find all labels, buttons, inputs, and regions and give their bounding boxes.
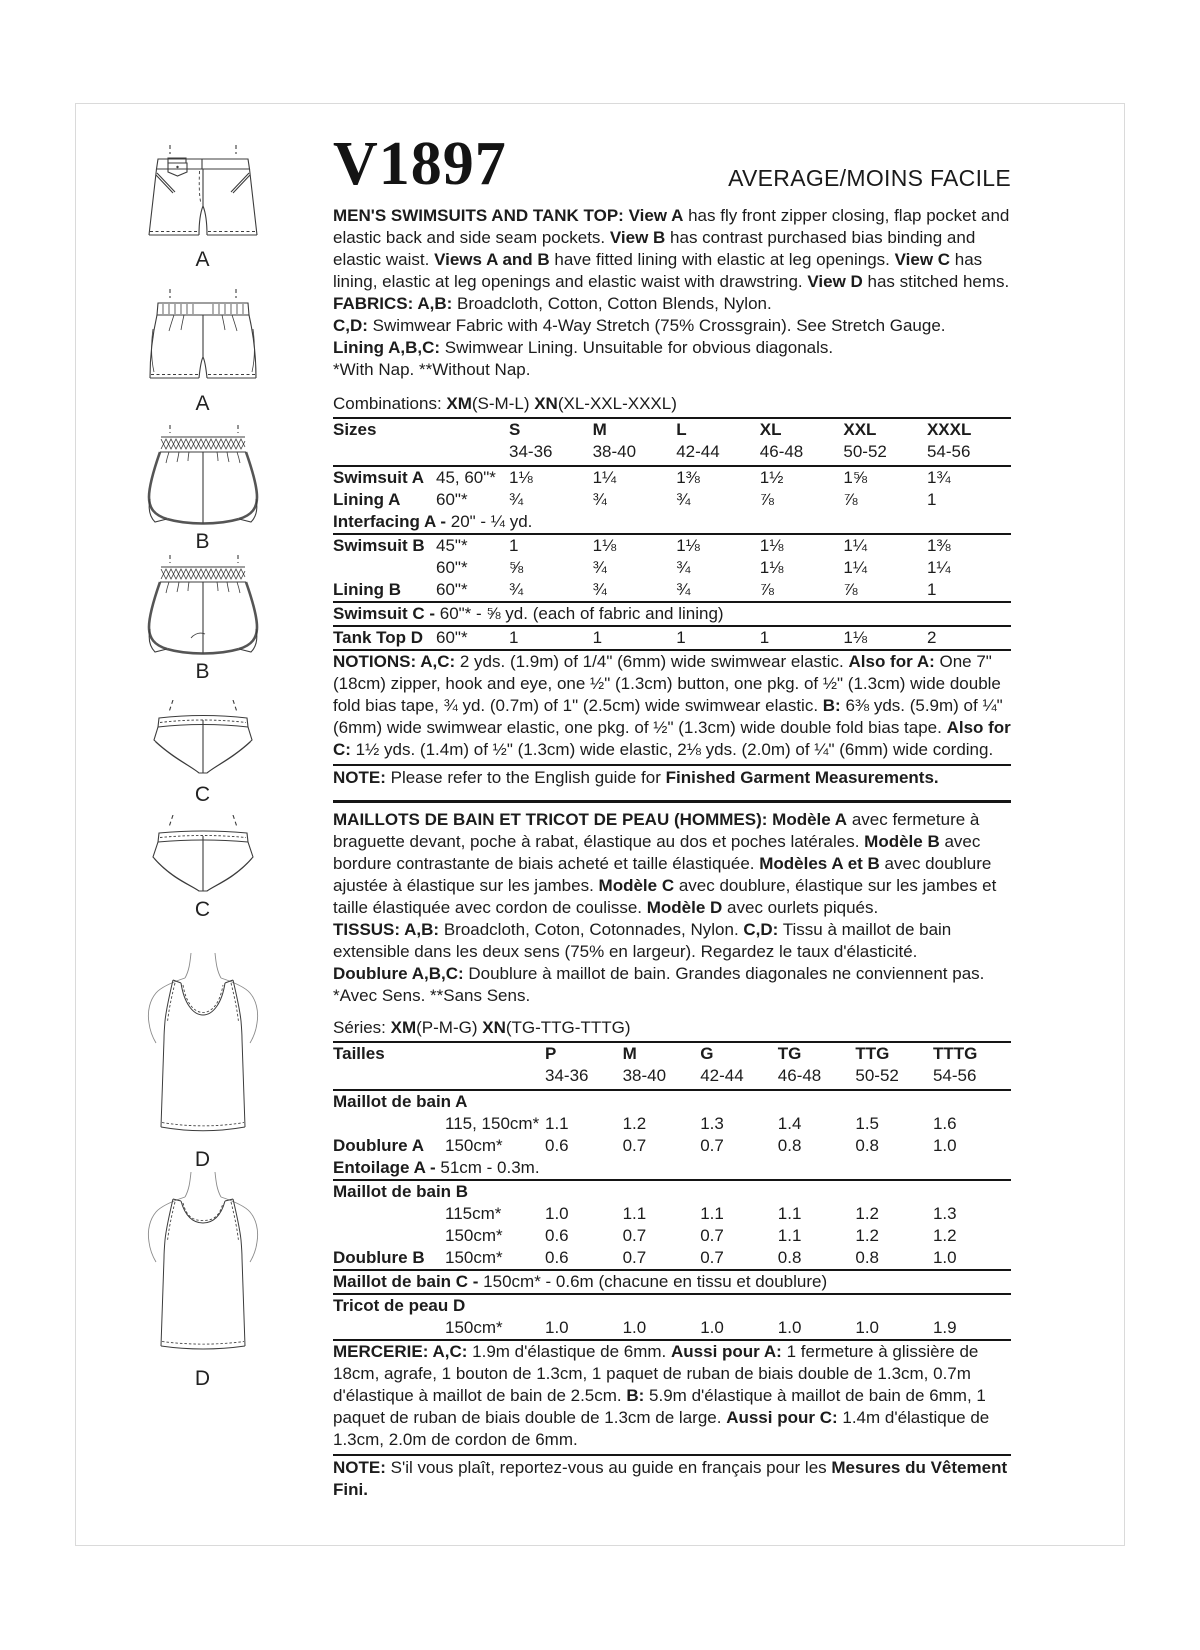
figure-label-c-back: C: [194, 898, 212, 921]
shorts-b-front-drawing: [139, 425, 267, 527]
table-row-full: Interfacing A - 20" - ¼ yd.: [333, 511, 1011, 535]
table-row: 115, 150cm* 1.1 1.2 1.3 1.4 1.5 1.6: [445, 1114, 957, 1133]
figure-tank-d-front: [137, 953, 269, 1172]
figure-shorts-b-front: [139, 425, 267, 554]
table-row: Swimsuit B 45"* 1 1⅛ 1⅛ 1⅛ 1¼ 1⅜: [333, 536, 951, 555]
figure-label-d-front: D: [194, 1148, 212, 1171]
table-row: Doublure A 150cm* 0.6 0.7 0.7 0.8 0.8 1.0: [333, 1136, 957, 1155]
table-row: Lining A 60"* ¾ ¾ ¾ ⅞ ⅞ 1: [333, 490, 937, 509]
table-row-full: Maillot de bain C - 150cm* - 0.6m (chacune en tissu et doublure): [333, 1271, 1011, 1295]
figure-shorts-a-back: [141, 289, 265, 416]
figure-briefs-c-back: [141, 815, 265, 922]
french-description: MAILLOTS DE BAIN ET TRICOT DE PEAU (HOMMES): Modèle A avec fermeture à braguette devant, poche à rabat, élastique au dos et poches latérales. Modèle B avec bordure contrastante de biais acheté et taille élastiquée. Modèles A et B avec doublure ajustée à élastique sur les jambes. Modèle C avec doublure, élastique sur les jambes et taille élastiquée avec cordon de coulisse. Modèle D avec ourlets piqués. TISSUS: A,B: Broadcloth, Coton, Cotonnades, Nylon. C,D: Tissu à maillot de bain extensible dans les deux sens (75% en largeur). Regardez le taux d'élasticité. Doublure A,B,C: Doublure à maillot de bain. Grandes diagonales ne conviennent pas. *Avec Sens. **Sans Sens.: [333, 810, 997, 1005]
mercerie-paragraph: MERCERIE: A,C: 1.9m d'élastique de 6mm. Aussi pour A: 1 fermeture à glissière de 18cm, agrafe, 1 bouton de 1.3cm, 1 paquet de ruban de biais double de 1.3cm, 0.7m d'élastique à maillot de bain de 2.5cm. B: 5.9m d'élastique à maillot de bain de 6mm, 1 paquet de ruban de biais double de 1.3cm de large. Aussi pour C: 1.4m d'élastique de 1.3cm, 2.0m de cordon de 6mm.: [333, 1341, 1011, 1456]
table-row: 60"* ⅝ ¾ ¾ 1⅛ 1¼ 1¼: [436, 558, 951, 577]
pattern-number-title: V1897: [333, 130, 507, 198]
tank-d-back-drawing: [137, 1172, 269, 1364]
table-header-row: Tailles P M G TG TTG TTTG: [333, 1044, 978, 1063]
series-line: Séries: XM(P-M-G) XN(TG-TTG-TTTG): [333, 1017, 1011, 1043]
title-row: [333, 130, 1011, 198]
table-row: Lining B 60"* ¾ ¾ ¾ ⅞ ⅞ 1: [333, 579, 1011, 603]
table-row: Doublure B 150cm* 0.6 0.7 0.7 0.8 0.8 1.0: [333, 1247, 1011, 1271]
figure-tank-d-back: [137, 1172, 269, 1391]
combinations-line: Combinations: XM(S-M-L) XN(XL-XXL-XXXL): [333, 393, 1011, 419]
figure-label-c-front: C: [194, 783, 212, 806]
figure-shorts-b-back: [139, 555, 267, 684]
figure-label-a-front: A: [195, 248, 211, 271]
main-content: [333, 130, 1011, 1504]
notions-paragraph: NOTIONS: A,C: 2 yds. (1.9m) of 1/4" (6mm) wide swimwear elastic. Also for A: One 7" (18cm) zipper, hook and eye, one ½" (1.3cm) button, one pkg. of ½" (1.3cm) wide double fold bias tape, ¾ yd. (0.7m) of 1" (2.5cm) wide swimwear elastic. B: 6⅜ yds. (5.9m) of ¼" (6mm) wide swimwear elastic, one pkg. of ½" (1.3cm) wide double fold bias tape. Also for C: 1½ yds. (1.4m) of ½" (1.3cm) wide elastic, 2⅛ yds. (2.0m) of ¼" (6mm) wide cording.: [333, 651, 1011, 766]
table-row: Tank Top D 60"* 1 1 1 1 1⅛ 2: [333, 627, 1011, 651]
table-header-row: Sizes S M L XL XXL XXXL: [333, 420, 972, 439]
english-yardage-table: [333, 419, 1011, 651]
figure-shorts-a-front: [141, 145, 265, 272]
figure-briefs-c-front: [141, 700, 265, 807]
table-row: 150cm* 0.6 0.7 0.7 1.1 1.2 1.2: [445, 1226, 957, 1245]
table-row: 150cm* 1.0 1.0 1.0 1.0 1.0 1.9: [333, 1317, 1011, 1341]
shorts-b-back-drawing: [139, 555, 267, 657]
table-subhead-row: Tricot de peau D: [333, 1296, 466, 1315]
shorts-a-back-drawing: [141, 289, 265, 389]
english-description: MEN'S SWIMSUITS AND TANK TOP: View A has fly front zipper closing, flap pocket and elastic back and side seam pockets. View B has contrast purchased bias binding and elastic waist. Views A and B have fitted lining with elastic at leg openings. View C has lining, elastic at leg openings and elastic waist with drawstring. View D has stitched hems. FABRICS: A,B: Broadcloth, Cotton, Cotton Blends, Nylon. C,D: Swimwear Fabric with 4-Way Stretch (75% Crossgrain). See Stretch Gauge. Lining A,B,C: Swimwear Lining. Unsuitable for obvious diagonals. *With Nap. **Without Nap.: [333, 206, 1010, 379]
table-ranges-row: 34-36 38-40 42-44 46-48 50-52 54-56: [333, 441, 1011, 467]
briefs-c-front-drawing: [141, 700, 265, 780]
table-row-full: Swimsuit C - 60"* - ⅝ yd. (each of fabric and lining): [333, 603, 1011, 627]
figure-label-d-back: D: [194, 1367, 212, 1390]
difficulty-rating: AVERAGE/MOINS FACILE: [728, 165, 1011, 191]
briefs-c-back-drawing: [141, 815, 265, 895]
shorts-a-front-drawing: [141, 145, 265, 245]
french-yardage-table: [333, 1043, 1011, 1341]
table-ranges-row: 34-36 38-40 42-44 46-48 50-52 54-56: [333, 1065, 1011, 1091]
figure-label-a-back: A: [195, 392, 211, 415]
figure-label-b-back: B: [195, 660, 211, 683]
table-row-full: Entoilage A - 51cm - 0.3m.: [333, 1157, 1011, 1181]
figure-label-b-front: B: [195, 530, 211, 553]
french-note: NOTE: S'il vous plaît, reportez-vous au guide en français pour les Mesures du Vêtement Fini.: [333, 1458, 1008, 1499]
table-subhead-row: Maillot de bain B: [333, 1182, 469, 1201]
table-subhead-row: Maillot de bain A: [333, 1092, 468, 1111]
tank-d-front-drawing: [137, 953, 269, 1145]
section-divider: [333, 800, 1011, 803]
table-row: Swimsuit A 45, 60"* 1⅛ 1¼ 1⅜ 1½ 1⅝ 1¾: [333, 468, 951, 487]
english-note: NOTE: Please refer to the English guide for Finished Garment Measurements.: [333, 768, 939, 787]
table-row: 115cm* 1.0 1.1 1.1 1.1 1.2 1.3: [445, 1204, 957, 1223]
